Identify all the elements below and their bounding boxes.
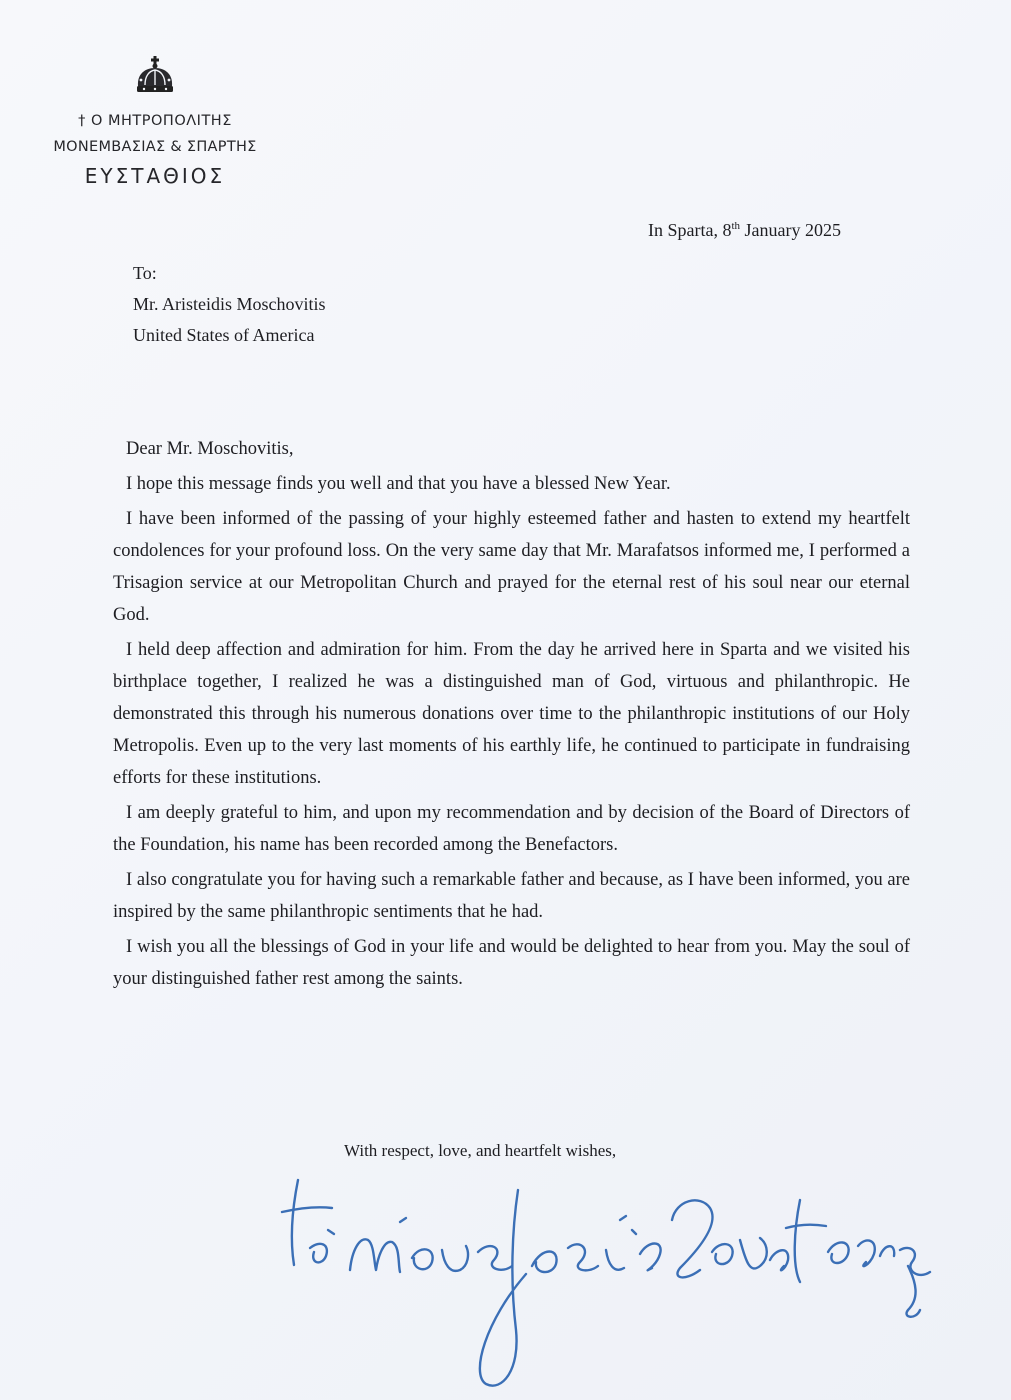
paragraph-condolences: I have been informed of the passing of your highly esteemed father and hasten to extend my heartfelt condolences for your profound loss. On the very same day that Mr. Marafatsos informed me, I performed a Trisagion service at our Metropolitan Church and prayed for the eternal rest of his soul near our eternal God. <box>113 509 910 625</box>
handwritten-signature <box>280 1170 940 1395</box>
recipient-label: To: <box>133 263 157 283</box>
signature-drawing <box>280 1170 940 1395</box>
recipient-country: United States of America <box>133 325 315 345</box>
paragraph-benefactors: I am deeply grateful to him, and upon my recommendation and by decision of the Board of Directors of the Foundation, his name has been recorded among the Benefactors. <box>113 803 910 855</box>
letterhead-title: † Ο ΜΗΤΡΟΠΟΛΙΤΗΣ <box>78 113 232 129</box>
letterhead <box>10 56 300 190</box>
recipient-name: Mr. Aristeidis Moschovitis <box>133 294 326 314</box>
closing-line: With respect, love, and heartfelt wishes, <box>344 1141 617 1160</box>
crown-icon <box>133 56 177 96</box>
letter-date <box>648 220 841 241</box>
date-ordinal-suffix: th <box>731 220 741 232</box>
date-prefix: In Sparta, 8 <box>648 220 732 240</box>
recipient-block <box>133 258 326 351</box>
paragraph-admiration: I held deep affection and admiration for him. From the day he arrived here in Sparta and we visited his birthplace together, I realized he was a distinguished man of God, virtuous and philanthropic. He demonstrated this through his numerous donations over time to the philanthropic institutions of our Holy Metropolis. Even up to the very last moments of his earthly life, he continued to participate in fundraising efforts for these institutions. <box>113 640 910 788</box>
paragraph-greeting: I hope this message finds you well and that you have a blessed New Year. <box>126 474 671 494</box>
paragraph-congratulations: I also congratulate you for having such a remarkable father and because, as I have been informed, you are inspired by the same philanthropic sentiments that he had. <box>113 870 910 922</box>
letterhead-see: ΜΟΝΕΜΒΑΣΙΑΣ & ΣΠΑΡΤΗΣ <box>53 139 257 155</box>
letterhead-name: ΕΥΣΤΑΘΙΟΣ <box>84 164 226 188</box>
date-suffix: January 2025 <box>740 220 842 240</box>
paragraph-blessings: I wish you all the blessings of God in your life and would be delighted to hear from you. May the soul of your distinguished father rest among the saints. <box>113 937 910 989</box>
salutation: Dear Mr. Moschovitis, <box>126 439 294 459</box>
letter-body <box>113 433 910 998</box>
